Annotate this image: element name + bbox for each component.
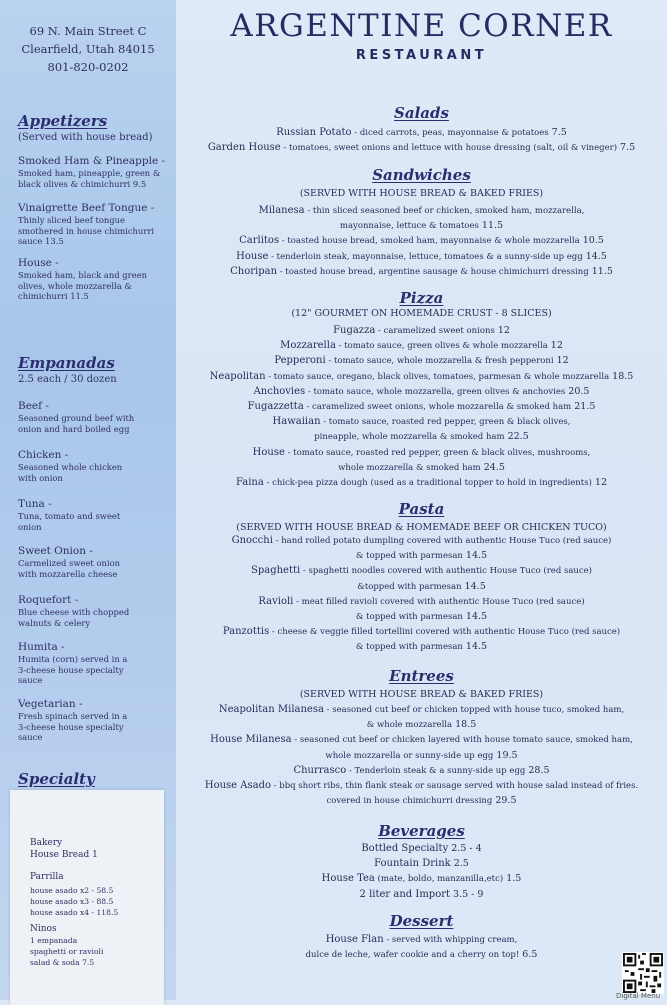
- pizza-item-price: 12: [547, 340, 563, 352]
- pasta-item-desc: - meat filled ravioli covered with authentic House Tuco (red sauce): [293, 596, 585, 607]
- pizza-line: [176, 385, 667, 399]
- sandwiches-item-desc: - tenderloin steak, mayonnaise, lettuce, tomatoes & a sunny-side up egg: [268, 251, 583, 262]
- pizza-line: [176, 400, 667, 414]
- pizza-line: [176, 370, 667, 384]
- pasta-item-name: Spaghetti: [251, 565, 301, 577]
- entrees-item-desc: whole mozzarella or sunny-side up egg: [325, 750, 494, 761]
- pizza-line: [176, 354, 667, 368]
- dessert-line: [176, 948, 667, 962]
- dessert-item-desc: - served with whipping cream,: [383, 935, 518, 945]
- pizza-item-desc: pineapple, whole mozzarella & smoked ham: [314, 432, 505, 443]
- entrees-heading: Entrees: [389, 667, 454, 685]
- sandwiches-item-name: Choripan: [230, 265, 278, 277]
- pasta-item-name: Gnocchi: [231, 535, 273, 546]
- pizza-line: [176, 430, 667, 444]
- sandwiches-item-name: Milanesa: [258, 205, 305, 216]
- specialty-line: 1 empanada: [30, 936, 78, 945]
- address-street: 69 N. Main Street C: [29, 24, 147, 38]
- pizza-item-name: Fugazzetta: [247, 401, 304, 412]
- pasta-item-name: Panzottis: [222, 626, 270, 638]
- specialty-line: house asado x4 - 118.5: [30, 908, 119, 917]
- entrees-note: (SERVED WITH HOUSE BREAD & BAKED FRIES): [299, 689, 544, 700]
- pizza-item-price: 18.5: [609, 370, 634, 382]
- entrees-item-price: 19.5: [493, 749, 518, 761]
- entrees-line: [176, 733, 667, 747]
- pasta-item-desc: & topped with parmesan: [355, 612, 463, 622]
- pizza-item-name: Hawaiian: [272, 416, 321, 428]
- empanadas-item: [18, 593, 168, 628]
- sandwiches-item-price: 10.5: [579, 235, 604, 247]
- appetizers-item-desc: olives, whole mozzarella &: [18, 280, 132, 291]
- pasta-note: (SERVED WITH HOUSE BREAD & HOMEMADE BEEF OR CHICKEN TUCO): [236, 522, 607, 533]
- pasta-line: [176, 580, 667, 594]
- salads-line: [176, 141, 667, 155]
- pizza-item-desc: - caramelized sweet onions: [375, 326, 495, 336]
- appetizers-item: [18, 154, 168, 189]
- sandwiches-note: (SERVED WITH HOUSE BREAD & BAKED FRIES): [299, 188, 544, 199]
- pasta-heading: Pasta: [398, 500, 445, 518]
- entrees-item-name: House Asado: [204, 780, 271, 791]
- empanadas-item-desc: Seasoned whole chicken: [18, 462, 123, 472]
- sandwiches-item-price: 11.5: [588, 265, 613, 277]
- pizza-item-desc: - tomato sauce, whole mozzarella, green olives & anchovies: [305, 386, 566, 397]
- empanadas-item: [18, 497, 168, 532]
- pizza-item-desc: whole mozzarella & smoked ham: [338, 462, 481, 473]
- empanadas-item: [18, 448, 168, 483]
- pizza-item-price: 24.5: [480, 461, 505, 473]
- pizza-item-desc: - tomato sauce, green olives & whole mozzarella: [335, 341, 548, 352]
- pizza-item-price: 12: [494, 325, 510, 336]
- pasta-line: [176, 564, 667, 578]
- specialty-line: salad & soda 7.5: [30, 958, 95, 967]
- empanadas-item-desc: with onion: [18, 472, 63, 483]
- entrees-item-name: House Milanesa: [210, 734, 292, 746]
- pasta-line: [176, 549, 667, 563]
- pasta-item-price: 14.5: [462, 641, 488, 653]
- pizza-item-name: Mozzarella: [280, 340, 336, 352]
- beverages-item-desc: (mate, boldo, manzanilla,etc): [374, 874, 504, 885]
- pizza-item-desc: - tomato sauce, whole mozzarella & fresh pepperoni: [325, 356, 554, 367]
- beverages-item-name: House Tea: [321, 873, 375, 885]
- restaurant-title: ARGENTINE CORNER: [230, 8, 613, 44]
- pasta-item-desc: & topped with parmesan: [355, 551, 463, 562]
- specialty-line: spaghetti or ravioli: [30, 947, 104, 956]
- appetizers-item-desc: Smoked ham, pineapple, green &: [18, 168, 161, 178]
- beverages-line: [176, 842, 667, 856]
- empanadas-item-name: Vegetarian -: [18, 698, 83, 710]
- dessert-heading: Dessert: [389, 912, 454, 930]
- beverages-line: [176, 872, 667, 886]
- entrees-line: [176, 779, 667, 793]
- restaurant-subtitle: RESTAURANT: [355, 48, 488, 63]
- appetizers-heading: Appetizers: [18, 112, 108, 130]
- pizza-item-desc: - chick-pea pizza dough (used as a traditional topper to hold in ingredients): [263, 478, 592, 488]
- empanadas-item-desc: walnuts & celery: [18, 617, 91, 628]
- empanadas-item-desc: Carmelized sweet onion: [18, 558, 121, 568]
- qr-code-icon[interactable]: [622, 952, 664, 994]
- salads-item-name: Russian Potato: [276, 127, 352, 138]
- entrees-item-name: Neapolitan Milanesa: [218, 704, 324, 715]
- empanadas-item-desc: Seasoned ground beef with: [18, 413, 135, 423]
- salads-heading: Salads: [394, 104, 449, 122]
- pasta-item-price: 14.5: [462, 550, 488, 562]
- appetizers-item-name: Smoked Ham & Pineapple -: [18, 155, 166, 167]
- pasta-item-price: 14.5: [461, 580, 486, 592]
- pizza-item-price: 12: [591, 477, 607, 488]
- appetizers-item: [18, 201, 168, 247]
- appetizers-item-name: House -: [18, 257, 59, 269]
- appetizers-item-desc: Thinly sliced beef tongue: [18, 215, 125, 225]
- pasta-item-desc: - spaghetti noodles covered with authentic House Tuco (red sauce): [300, 566, 592, 577]
- entrees-item-desc: - seasoned cut beef or chicken layered with house tomato sauce, smoked ham,: [291, 735, 633, 746]
- empanadas-item-desc: sauce: [18, 675, 43, 685]
- pizza-line: [176, 461, 667, 475]
- empanadas-item: [18, 640, 168, 686]
- entrees-item-desc: - Tenderloin steak & a sunny-side up egg: [346, 765, 526, 776]
- beverages-item-name: Bottled Specialty: [361, 843, 449, 854]
- pizza-line: [176, 415, 667, 429]
- empanadas-item-desc: 3-cheese house specialty: [18, 664, 124, 675]
- pizza-item-desc: - tomato sauce, roasted red pepper, green & black olives,: [320, 417, 571, 428]
- entrees-item-desc: - bbq short ribs, thin flank steak or sausage served with house salad instead of fries.: [271, 781, 639, 791]
- sandwiches-item-desc: - toasted house bread, smoked ham, mayonnaise & whole mozzarella: [279, 236, 580, 247]
- pasta-line: [176, 625, 667, 639]
- salads-line: [176, 126, 667, 140]
- entrees-line: [176, 703, 667, 717]
- appetizers-item-desc: chimichurri 11.5: [18, 291, 89, 301]
- pasta-item-desc: - cheese & veggie filled tortellini covered with authentic House Tuco (red sauce): [269, 627, 621, 638]
- appetizers-item-desc: smothered in house chimichurri: [18, 225, 155, 236]
- pizza-item-name: House: [252, 446, 285, 458]
- beverages-line: [176, 857, 667, 871]
- pizza-note: (12" GOURMET ON HOMEMADE CRUST - 8 SLICES): [291, 308, 552, 319]
- sandwiches-item-price: 11.5: [478, 220, 504, 232]
- pasta-line: [176, 534, 667, 548]
- pizza-item-price: 22.5: [504, 431, 529, 443]
- appetizers-item-desc: sauce 13.5: [18, 236, 64, 246]
- empanadas-item: [18, 399, 168, 434]
- dessert-item-name: House Flan: [325, 934, 384, 945]
- pasta-item-name: Ravioli: [258, 595, 294, 607]
- specialty-line: Parrilla: [30, 872, 64, 882]
- entrees-item-desc: covered in house chimichurri dressing: [326, 796, 493, 807]
- specialty-line: Bakery: [30, 838, 63, 848]
- entrees-item-price: 18.5: [452, 719, 477, 731]
- empanadas-item-desc: Blue cheese with chopped: [18, 607, 130, 617]
- salads-item-desc: - diced carrots, peas, mayonnaise & potatoes: [351, 128, 549, 138]
- empanadas-item-name: Humita -: [18, 641, 65, 653]
- entrees-item-desc: & whole mozzarella: [366, 720, 453, 731]
- entrees-item-price: 28.5: [525, 764, 550, 776]
- specialty-line: house asado x3 - 88.5: [30, 897, 114, 906]
- beverages-line: [176, 888, 667, 902]
- beverages-item-name: 2 liter and Import: [359, 888, 451, 900]
- sandwiches-heading: Sandwiches: [372, 166, 471, 184]
- salads-item-name: Garden House: [207, 142, 281, 154]
- pizza-item-name: Anchovies: [253, 385, 306, 397]
- qr-caption: Digital Menu: [616, 992, 661, 1000]
- empanadas-item: [18, 697, 168, 743]
- beverages-item-price: 2.5 - 4: [448, 843, 482, 854]
- empanadas-note: 2.5 each / 30 dozen: [18, 374, 117, 385]
- pizza-item-price: 21.5: [571, 401, 596, 412]
- sandwiches-line: [176, 219, 667, 233]
- pizza-item-desc: - caramelized sweet onions, whole mozzarella & smoked ham: [303, 402, 572, 412]
- beverages-item-name: Fountain Drink: [374, 858, 451, 870]
- sandwiches-item-desc: - thin sliced seasoned beef or chicken, smoked ham, mozzarella,: [304, 206, 585, 216]
- address-phone: 801-820-0202: [47, 60, 129, 74]
- beverages-item-price: 2.5: [450, 858, 469, 870]
- pasta-item-desc: &topped with parmesan: [357, 581, 462, 592]
- pizza-line: [176, 339, 667, 353]
- empanadas-item-name: Roquefort -: [18, 594, 79, 606]
- empanadas-item-desc: with mozzarella cheese: [18, 568, 118, 579]
- pizza-item-price: 20.5: [565, 385, 590, 397]
- beverages-heading: Beverages: [378, 822, 465, 840]
- entrees-item-price: 29.5: [492, 795, 517, 807]
- specialty-line: House Bread 1: [30, 850, 98, 860]
- sandwiches-line: [176, 265, 667, 279]
- sandwiches-item-desc: mayonnaise, lettuce & tomatoes: [339, 221, 479, 232]
- sandwiches-item-name: House: [236, 250, 269, 262]
- specialty-line: Ninos: [30, 924, 57, 934]
- pizza-item-desc: - tomato sauce, roasted red pepper, green & black olives, mushrooms,: [284, 447, 591, 458]
- pasta-item-desc: & topped with parmesan: [355, 642, 463, 653]
- dessert-line: [176, 933, 667, 947]
- sandwiches-line: [176, 250, 667, 264]
- empanadas-item-name: Chicken -: [18, 449, 69, 461]
- salads-item-desc: - tomatoes, sweet onions and lettuce with house dressing (salt, oil & vineger): [280, 143, 618, 154]
- dessert-item-price: 6.5: [519, 949, 538, 961]
- beverages-item-price: 1.5: [503, 873, 522, 885]
- dessert-item-desc: dulce de leche, wafer cookie and a cherry on top!: [305, 950, 520, 961]
- entrees-line: [176, 764, 667, 778]
- specialty-heading: Specialty: [18, 770, 95, 788]
- pasta-line: [176, 640, 667, 654]
- sandwiches-item-desc: - toasted house bread, argentine sausage & house chimichurri dressing: [277, 266, 589, 277]
- appetizers-item-desc: Smoked ham, black and green: [18, 270, 147, 280]
- sandwiches-item-name: Carlitos: [239, 235, 280, 247]
- pasta-line: [176, 610, 667, 624]
- appetizers-item: [18, 256, 168, 302]
- empanadas-item-desc: Humita (corn) served in a: [18, 654, 128, 664]
- pizza-line: [176, 446, 667, 460]
- entrees-item-desc: - seasoned cut beef or chicken topped with house tuco, smoked ham,: [323, 705, 625, 715]
- empanadas-heading: Empanadas: [18, 354, 115, 372]
- pizza-item-name: Fugazza: [333, 325, 376, 336]
- empanadas-item-desc: Fresh spinach served in a: [18, 711, 128, 721]
- pizza-item-price: 12: [553, 355, 569, 367]
- entrees-line: [176, 718, 667, 732]
- pizza-item-name: Faina: [235, 477, 264, 488]
- empanadas-item-name: Beef -: [18, 400, 49, 412]
- entrees-item-name: Churrasco: [293, 764, 347, 776]
- salads-item-price: 7.5: [617, 142, 636, 154]
- empanadas-item-desc: Tuna, tomato and sweet: [18, 511, 121, 521]
- empanadas-item-name: Tuna -: [18, 498, 52, 510]
- appetizers-item-desc: black olives & chimichurri 9.5: [18, 178, 147, 189]
- empanadas-item: [18, 544, 168, 579]
- pasta-line: [176, 595, 667, 609]
- pizza-line: [176, 324, 667, 338]
- pizza-item-name: Neapolitan: [209, 370, 266, 382]
- pizza-item-desc: - tomato sauce, oregano, black olives, tomatoes, parmesan & whole mozzarella: [265, 371, 610, 382]
- main-menu: [176, 0, 667, 1000]
- empanadas-item-desc: onion: [18, 521, 42, 532]
- pasta-item-price: 14.5: [462, 611, 488, 622]
- empanadas-item-desc: onion and hard boiled egg: [18, 423, 130, 434]
- pizza-line: [176, 476, 667, 490]
- sandwiches-line: [176, 204, 667, 218]
- appetizers-item-name: Vinaigrette Beef Tongue -: [18, 202, 155, 214]
- pasta-item-desc: - hand rolled potato dumpling covered with authentic House Tuco (red sauce): [272, 536, 612, 546]
- salads-item-price: 7.5: [548, 127, 567, 138]
- pizza-item-name: Pepperoni: [274, 355, 326, 367]
- empanadas-item-desc: sauce: [18, 732, 43, 742]
- pizza-heading: Pizza: [399, 289, 444, 307]
- entrees-line: [176, 794, 667, 808]
- empanadas-item-name: Sweet Onion -: [18, 545, 93, 557]
- sandwiches-item-price: 14.5: [582, 250, 607, 262]
- empanadas-item-desc: 3-cheese house specialty: [18, 721, 124, 732]
- sandwiches-line: [176, 234, 667, 248]
- appetizers-note: (Served with house bread): [18, 132, 153, 143]
- address-city: Clearfield, Utah 84015: [21, 42, 155, 56]
- beverages-item-price: 3.5 - 9: [450, 888, 484, 900]
- specialty-line: house asado x2 - 58.5: [30, 886, 114, 895]
- entrees-line: [176, 749, 667, 763]
- specialty-card: [10, 790, 164, 1005]
